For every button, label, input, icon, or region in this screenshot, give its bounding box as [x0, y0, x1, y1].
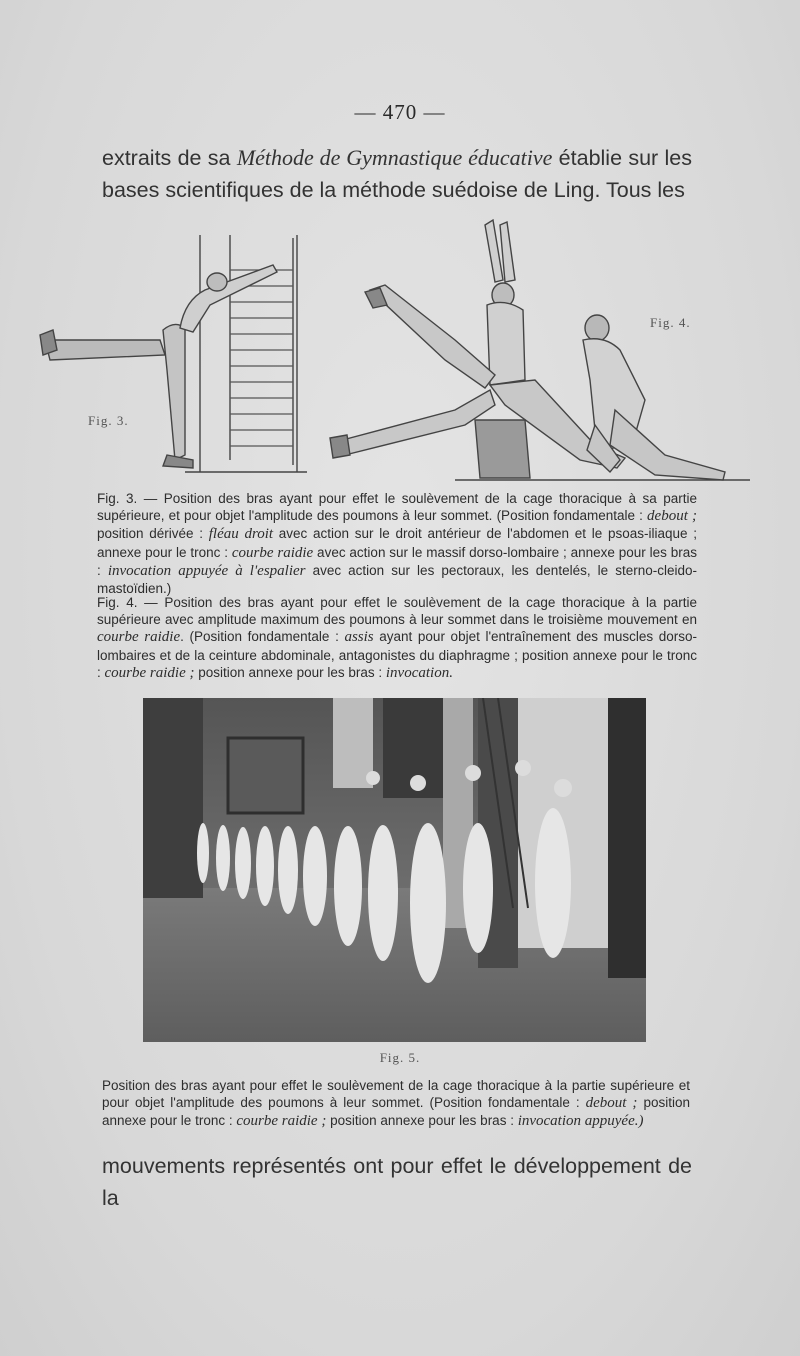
- caption-fig4: [97, 594, 697, 682]
- text-span: établie sur les bases scientifiques de la méthode suédoise de Ling. Tous les: [102, 146, 692, 202]
- text-span: Fig. 3. — Position des bras ayant pour effet le soulèvement de la cage thoracique à sa partie supérieure, et pour objet l'amplitude des poumons à leur sommet. (Position fondamentale :: [97, 491, 697, 524]
- caption-italic: courbe raidie: [97, 629, 181, 646]
- text-span: extraits de sa: [102, 146, 237, 170]
- page-number: — 470 —: [354, 100, 446, 124]
- text-span: . (Position fondamentale :: [180, 629, 345, 645]
- figure-label: Fig. 5.: [379, 1050, 421, 1065]
- text-span: ayant pour objet l'entraînement des muscles dorso-lombaires et de la ceinture abdominale, antagonistes du diaphragme ; position annexe pour le tronc :: [97, 629, 697, 680]
- caption-italic: debout ;: [585, 1095, 638, 1112]
- caption-italic: invocation appuyée à l'espalier: [107, 562, 306, 579]
- figure-label: Fig. 4.: [650, 315, 691, 330]
- text-span: position annexe pour les bras :: [326, 1113, 518, 1129]
- text-span: Position des bras ayant pour effet le soulèvement de la cage thoracique à la partie supérieure et pour objet l'amplitude des poumons à leur sommet. (Position fondamentale :: [102, 1078, 690, 1111]
- gymnastics-illustration: [35, 210, 765, 490]
- text-span: avec action sur le massif dorso-lombaire ; annexe pour les bras :: [97, 544, 698, 578]
- caption-italic: assis: [344, 629, 374, 646]
- caption-italic: courbe raidie ;: [236, 1113, 327, 1130]
- caption-fig5: [102, 1077, 690, 1131]
- text-span: position annexe pour les bras :: [194, 664, 386, 680]
- caption-italic: fléau droit: [208, 526, 274, 543]
- book-title: Méthode de Gymnastique éducative: [236, 145, 553, 170]
- figure-label: Fig. 3.: [88, 413, 129, 428]
- caption-italic: courbe raidie: [231, 544, 314, 561]
- caption-italic: invocation.: [385, 664, 453, 681]
- text-span: Fig. 4. — Position des bras ayant pour effet le soulèvement de la cage thoracique à la partie supérieure avec amplitude maximum des poumons à leur sommet dans le troisième mouvement en: [97, 595, 697, 628]
- paragraph-bottom: mouvements représentés ont pour effet le développement de la: [102, 1154, 692, 1210]
- caption-fig3: [97, 490, 697, 597]
- caption-italic: courbe raidie ;: [104, 664, 195, 681]
- text-span: position dérivée :: [97, 526, 209, 542]
- gymnastics-photo: [143, 698, 646, 1042]
- photo-illustration: [143, 698, 646, 1042]
- text-span: avec action sur le droit antérieur de l'abdomen et le psoas-iliaque ; annexe pour le tronc :: [97, 526, 698, 560]
- text-span: position annexe pour le tronc :: [102, 1095, 690, 1129]
- paragraph-top: [102, 142, 692, 206]
- caption-italic: debout ;: [647, 508, 697, 525]
- caption-italic: invocation appuyée.): [517, 1113, 644, 1130]
- text-span: avec action sur les pectoraux, les dentelés, le sterno-cleido-mastoïdien.): [97, 562, 698, 597]
